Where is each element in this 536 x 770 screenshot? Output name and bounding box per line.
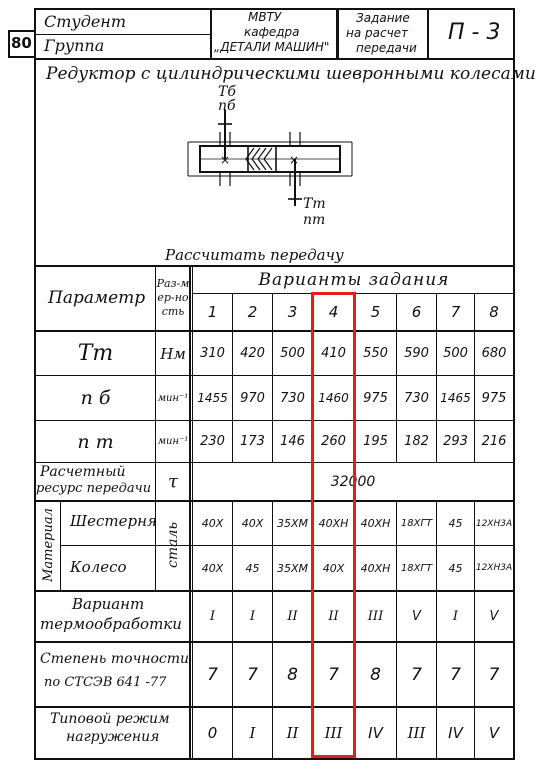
wheel-name: Колесо [70, 558, 127, 576]
row-pinion-value: 40ХН [360, 517, 391, 530]
row-nt-value: 293 [443, 434, 468, 449]
row-tt-value: 500 [280, 346, 305, 361]
param-header: Параметр [48, 288, 146, 308]
row-heat-value: II [287, 609, 298, 624]
row-wheel-value: 40ХН [360, 561, 391, 575]
row-nb-value: 975 [363, 390, 388, 406]
material-unit [158, 522, 188, 568]
material-group-label [33, 508, 63, 582]
row-pinion-value: 40Х [201, 517, 224, 530]
row-wheel-value: 45 [245, 561, 260, 575]
gear-mark-2: × [289, 153, 300, 167]
row-nb-value: 730 [280, 390, 305, 406]
row-pinion-value: 35ХМ [276, 517, 309, 530]
row-nt-value: 195 [363, 434, 388, 449]
row-heat-value: I [452, 609, 459, 624]
assignment-line-3: передачи [356, 41, 417, 55]
load-name-1: Типовой режим [50, 711, 170, 727]
row-pinion-value: 18ХГТ [400, 518, 433, 529]
heat-name-2: термообработки [40, 615, 182, 633]
row-tt-unit: Нм [160, 344, 186, 363]
input-torque-label: Tб [218, 84, 236, 100]
row-tt-value: 410 [321, 346, 346, 361]
variant-4: 4 [328, 303, 339, 321]
row-wheel-value: 12ХН3А [475, 563, 513, 573]
row-wheel-value: 40Х [201, 561, 224, 575]
variant-5: 5 [370, 303, 381, 321]
row-tt-value: 680 [481, 346, 507, 361]
frame-bottom [34, 758, 515, 760]
row-nt-name: n т [77, 430, 114, 453]
output-torque-label: Tт [303, 196, 326, 212]
variant-6: 6 [411, 303, 422, 321]
group-label: Группа [44, 36, 105, 55]
row-tt-value: 590 [404, 346, 429, 361]
row-nb-value: 1460 [318, 391, 349, 405]
row-nt-unit: мин⁻¹ [157, 436, 189, 447]
output-speed-label: nт [303, 212, 326, 228]
row-wheel-value: 40Х [322, 561, 345, 575]
row-nb-value: 1455 [197, 391, 228, 405]
row-load-value: III [324, 724, 343, 742]
sheet-box-left [8, 30, 10, 58]
reducer-title: Редуктор с цилиндрическими шевронными колесами [46, 64, 536, 84]
row-resource-name-1: Расчетный [40, 464, 126, 480]
row-tt-value: 550 [363, 346, 388, 361]
header-mid-line [34, 34, 210, 35]
header-div-1 [210, 8, 212, 60]
row-nb-value: 730 [404, 390, 429, 406]
reducer-diagram [180, 84, 370, 254]
variant-8: 8 [489, 303, 499, 321]
row-accuracy-value: 7 [247, 664, 258, 685]
material-unit-text: сталь [165, 522, 181, 568]
variants-header [193, 267, 515, 293]
variant-7: 7 [450, 303, 461, 321]
input-speed-label: nб [218, 98, 236, 114]
row-pinion-value: 40ХН [318, 517, 349, 530]
row-load-value: II [286, 724, 299, 742]
frame-right [513, 8, 515, 760]
header-div-4 [427, 8, 429, 60]
row-nt-value: 173 [240, 434, 265, 449]
variant-4-highlight [311, 292, 356, 758]
variant-3: 3 [287, 303, 298, 321]
university-label: МВТУ [248, 10, 282, 24]
row-load-value: IV [448, 724, 463, 742]
header-div-3 [338, 8, 339, 60]
row-pinion-value: 45 [448, 517, 463, 530]
row-nt-value: 182 [404, 434, 429, 449]
calculate-subtitle: Рассчитать передачу [165, 246, 344, 264]
accuracy-name-2: по СТСЭВ 641 -77 [44, 675, 167, 690]
row-wheel-value: 45 [448, 561, 463, 575]
variant-2: 2 [247, 303, 258, 321]
row-nt-value: 230 [200, 434, 225, 449]
row-nt-value: 146 [280, 434, 305, 449]
row-accuracy-value: 7 [207, 664, 218, 685]
units-header [156, 266, 190, 330]
variant-1: 1 [207, 303, 218, 321]
row-heat-value: I [209, 609, 216, 624]
row-load-value: III [407, 724, 426, 742]
row-load-value: I [249, 724, 256, 742]
row-tt-name: Tт [77, 341, 114, 366]
row-nt-value: 216 [481, 434, 507, 449]
row-nb-unit: мин⁻¹ [157, 392, 189, 404]
row-nb-value: 1465 [440, 391, 471, 405]
row-pinion-value: 12ХН3А [475, 518, 513, 529]
row-heat-value: II [328, 609, 339, 624]
row-tt-value: 500 [443, 346, 468, 361]
load-name-2: нагружения [66, 729, 160, 745]
header-bottom-line [34, 58, 515, 60]
material-group-text: Материал [40, 508, 56, 582]
row-pinion-value: 40Х [241, 517, 264, 530]
row-heat-value: V [489, 609, 499, 624]
accuracy-name-1: Степень точности [40, 651, 190, 667]
sheet-box-bottom [8, 56, 36, 58]
row-accuracy-value: 7 [488, 664, 500, 685]
row-accuracy-value: 7 [328, 664, 339, 685]
sheet-box-top [8, 30, 36, 32]
row-tt-value: 310 [200, 346, 225, 361]
row-heat-value: I [249, 609, 256, 624]
row-accuracy-value: 8 [370, 664, 381, 685]
row-nb-value: 975 [481, 390, 507, 406]
row-nt-value: 260 [321, 434, 346, 449]
assignment-code: П - 3 [448, 20, 501, 45]
row-tt-value: 420 [240, 346, 265, 361]
pinion-name: Шестерня [70, 512, 157, 530]
units-header-text: Раз-мер-ность [156, 277, 190, 318]
row-heat-value: V [412, 609, 421, 624]
row-wheel-value: 18ХГТ [400, 562, 433, 574]
department-name: „ДЕТАЛИ МАШИН" [214, 40, 330, 54]
row-resource-unit: τ [168, 471, 178, 492]
row-accuracy-value: 8 [287, 664, 298, 685]
assignment-line-1: Задание [356, 11, 410, 25]
variants-header-text: Варианты задания [258, 270, 450, 290]
department-label: кафедра [244, 25, 300, 39]
row-nb-name: n б [80, 387, 111, 409]
row-load-value: IV [368, 724, 383, 742]
student-label: Студент [44, 12, 127, 31]
row-load-value: 0 [207, 724, 218, 742]
row-accuracy-value: 7 [411, 664, 422, 685]
gear-mark-1: × [220, 153, 231, 167]
assignment-line-2: на расчет [346, 26, 409, 40]
row-wheel-value: 35ХМ [276, 561, 309, 575]
row-nb-value: 970 [240, 390, 265, 406]
row-load-value: V [488, 724, 500, 742]
row-resource-name-2: ресурс передачи [36, 481, 152, 496]
heat-name-1: Вариант [72, 595, 145, 613]
row-resource-value: 32000 [330, 473, 376, 490]
row-accuracy-value: 7 [450, 664, 461, 685]
sheet-number: 80 [11, 34, 32, 52]
row-heat-value: III [367, 609, 384, 624]
